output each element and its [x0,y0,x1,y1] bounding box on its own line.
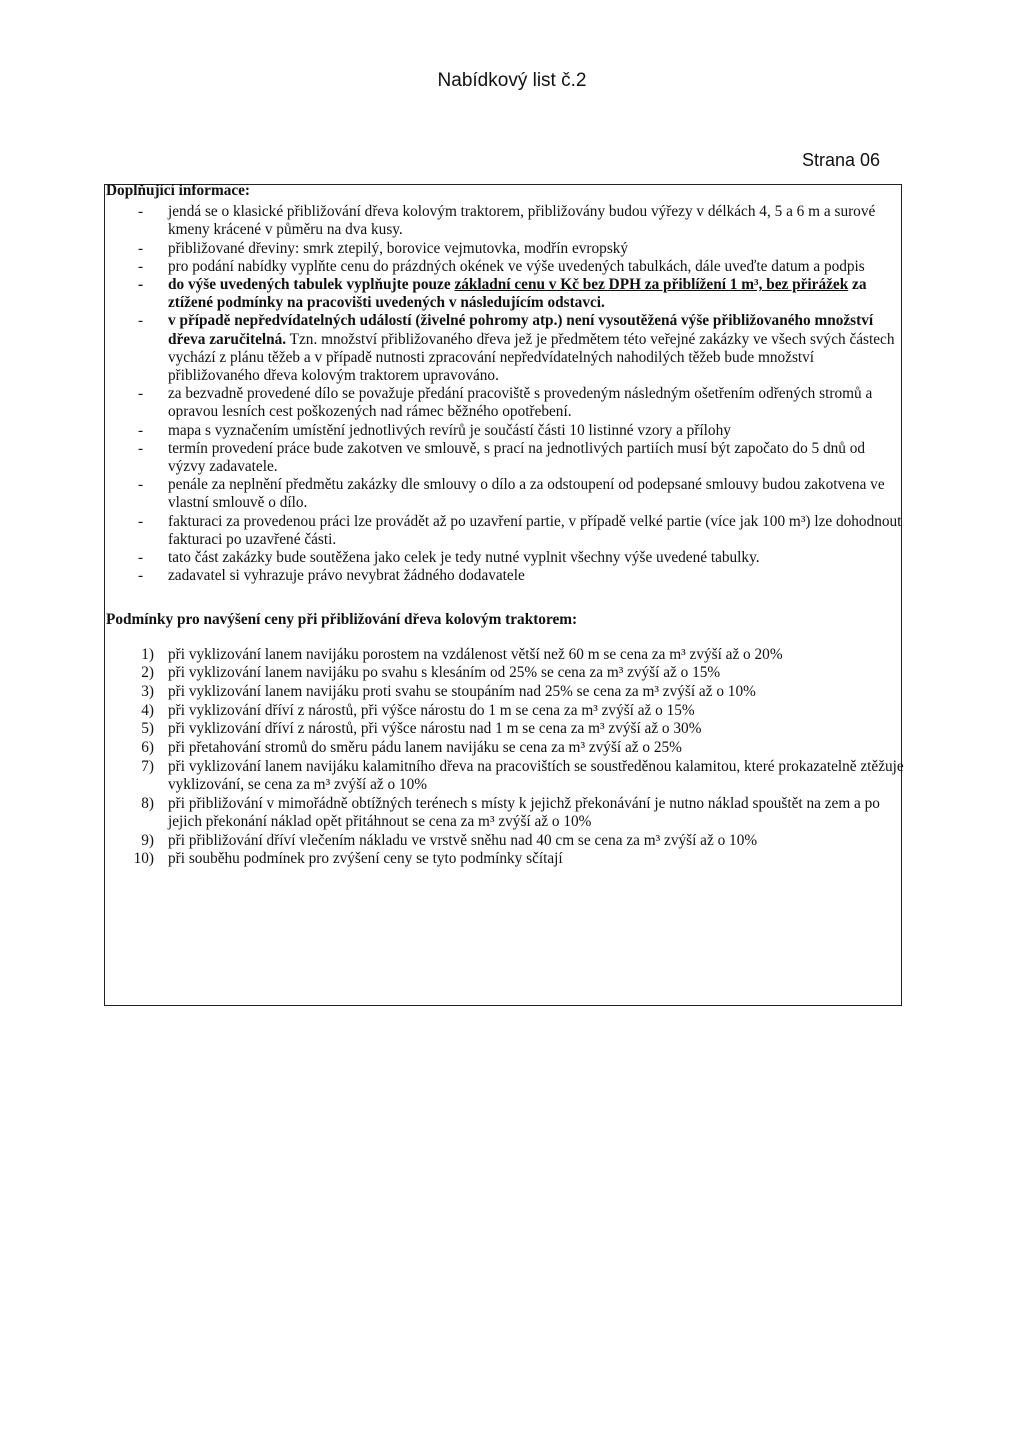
item-text: při přibližování v mimořádně obtížných terénech s místy k jejichž překonávání je nutno náklad spouštět na zem a po jejich překonání náklad opět přitáhnout se cena za m³ zvýší až o 10% [168,794,880,830]
item-text: při vyklizování lanem navijáku po svahu s klesáním od 25% se cena za m³ zvýší až o 15% [168,664,721,682]
item-text: při vyklizování lanem navijáku porostem na vzdálenost větší než 60 m se cena za m³ zvýší až o 20% [168,645,783,663]
item-text: při vyklizování dříví z nárostů, při výšce nárostu do 1 m se cena za m³ zvýší až o 15% [168,701,695,719]
price-conditions-list [106,646,906,869]
list-item [106,758,906,794]
item-text: při vyklizování lanem navijáku kalamitního dřeva na pracovištích se soustředěnou kalamitou, které prokazatelně ztěžuje vyklizování, se cena za m³ zvýší až o 10% [168,757,904,794]
item-number: 6) [141,739,154,757]
item-text: za ztížené podmínky na pracovišti uvedených v následujícím odstavci. [168,276,867,312]
list-item [106,683,906,701]
list-item [106,646,906,664]
list-item: - tato část zakázky bude soutěžena jako celek je tedy nutné vyplnit všechny výše uvedené tabulky. [106,549,906,567]
item-number: 4) [141,701,154,719]
list-item: - termín provedení práce bude zakotven ve smlouvě, s prací na jednotlivých partiích musí být započato do 5 dnů od výzvy zadavatele. [106,440,906,476]
item-text: při vyklizování lanem navijáku proti svahu se stoupáním nad 25% se cena za m³ zvýší až o 10% [168,683,756,701]
list-item: - jendá se o klasické přibližování dřeva kolovým traktorem, přibližovány budou výřezy v délkách 4, 5 a 6 m a surové kmeny krácené v půměru na dva kusy. [106,203,906,239]
item-text: Tzn. množství přibližovaného dřeva jež je předmětem této veřejné zakázky ve všech svých částech vychází z plánu těžeb a v případě nutnosti zpracování nepředvídatelných nahodilých těžeb bude množství přibližovaného dřeva kolovým traktorem upravováno. [168,330,895,385]
document-title: Nabídkový list č.2 [437,70,587,91]
item-number: 1) [141,645,154,663]
list-item [106,276,906,312]
item-text-bold: v případě nepředvídatelných událostí (živelné pohromy atp.) není vysoutěžená výše přibližovaného množství dřeva zaručitelná. [168,312,874,348]
item-text: při přibližování dříví vlečením nákladu ve vrstvě sněhu nad 40 cm se cena za m³ zvýší až o 10% [168,831,758,849]
item-number: 2) [141,664,154,682]
item-number: 5) [141,720,154,738]
item-text: do výše uvedených tabulek vyplňujte pouze [168,276,455,294]
list-item: - pro podání nabídky vyplňte cenu do prázdných okének ve výše uvedených tabulkách, dále uveďte datum a podpis [106,258,906,276]
item-number: 10) [133,850,154,868]
list-item [106,850,906,868]
content [106,182,906,869]
list-item [106,739,906,757]
item-text: při souběhu podmínek pro zvýšení ceny se tyto podmínky sčítají [168,850,563,868]
list-item [106,702,906,720]
item-number: 9) [141,831,154,849]
item-number: 3) [141,683,154,701]
section-title-price-conditions: Podmínky pro navýšení ceny při přibližování dřeva kolovým traktorem: [106,611,578,629]
item-text-underlined: základní cenu v Kč bez DPH za přiblížení 1 m³, bez přirážek [454,276,849,294]
list-item: - za bezvadně provedené dílo se považuje předání pracoviště s provedeným následným ošetřením odřených stromů a opravou lesních cest poškozených nad rámec běžného opotřebení. [106,385,906,421]
list-item: - zadavatel si vyhrazuje právo nevybrat žádného dodavatele [106,567,906,585]
section-title-additional-info: Doplňující informace: [106,182,251,199]
list-item: - přibližované dřeviny: smrk ztepilý, borovice vejmutovka, modřín evropský [106,240,906,258]
item-number: 8) [141,794,154,812]
list-item [106,312,906,385]
list-item [106,664,906,682]
additional-info-list [106,203,906,585]
item-text: při přetahování stromů do směru pádu lanem navijáku se cena za m³ zvýší až o 25% [168,739,682,757]
list-item: - penále za neplnění předmětu zakázky dle smlouvy o dílo a za odstoupení od podepsané smlouvy budou zakotvena ve vlastní smlouvě o dílo. [106,476,906,512]
list-item: - fakturaci za provedenou práci lze provádět až po uzavření partie, v případě velké partie (více jak 100 m³) lze dohodnout fakturaci po uzavřené části. [106,513,906,549]
list-item [106,795,906,831]
item-text: při vyklizování dříví z nárostů, při výšce nárostu nad 1 m se cena za m³ zvýší až o 30% [168,720,702,738]
page-number: Strana 06 [801,150,880,170]
list-item [106,720,906,738]
list-item: - mapa s vyznačením umístění jednotlivých revírů je součástí části 10 listinné vzory a přílohy [106,422,906,440]
list-item [106,832,906,850]
item-number: 7) [141,757,154,775]
